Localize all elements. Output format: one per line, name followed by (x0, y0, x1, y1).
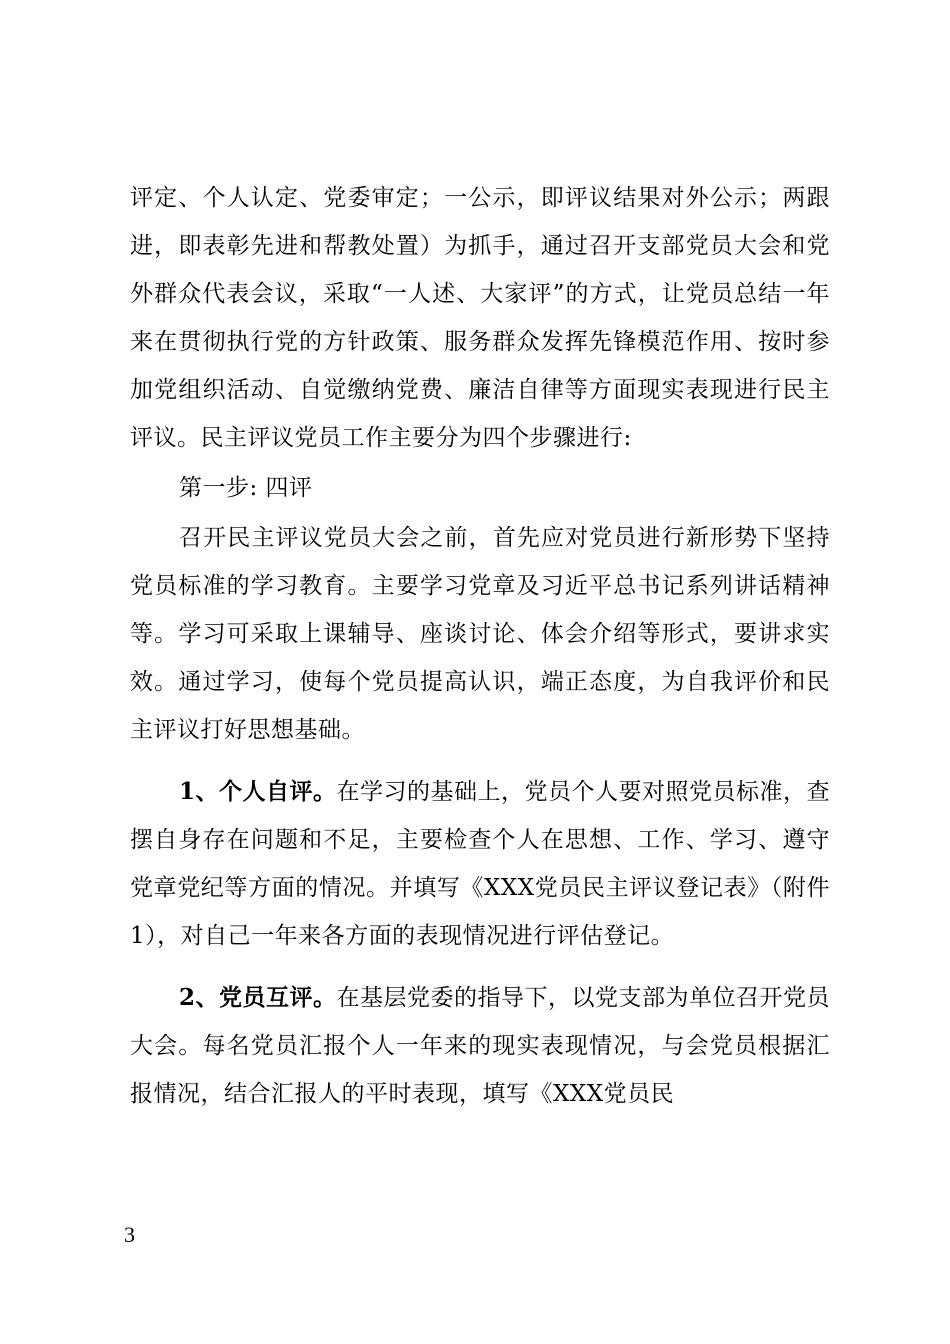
document-body (130, 174, 830, 1118)
paragraph-continuation: 评定、个人认定、党委审定；一公示，即评议结果对外公示；两跟进，即表彰先进和帮教处置）为抓手，通过召开支部党员大会和党外群众代表会议，采取“一人述、大家评”的方式，让党员总结一年来在贯彻执行党的方针政策、服务群众发挥先锋模范作用、按时参加党组织活动、自觉缴纳党费、廉洁自律等方面现实表现进行民主评议。民主评议党员工作主要分为四个步骤进行: (130, 185, 830, 451)
self-evaluation-heading: 1、个人自评。 (179, 778, 337, 805)
paragraph-study: 召开民主评议党员大会之前，首先应对党员进行新形势下坚持党员标准的学习教育。主要学习党章及习近平总书记系列讲话精神等。学习可采取上课辅导、座谈讨论、体会介绍等形式，要讲求实效。通过学习，使每个党员提高认识，端正态度，为自我评价和民主评议打好思想基础。 (130, 525, 830, 743)
mutual-evaluation-text: 在基层党委的指导下，以党支部为单位召开党员大会。每名党员汇报个人一年来的现实表现情况，与会党员根据汇报情况，结合汇报人的平时表现，填写《XXX党员民 (130, 985, 831, 1107)
mutual-evaluation-heading: 2、党员互评。 (179, 984, 337, 1011)
paragraph-mutual-evaluation (130, 974, 830, 1118)
self-evaluation-text: 在学习的基础上，党员个人要对照党员标准，查摆自身存在问题和不足，主要检查个人在思想、工作、学习、遵守党章党纪等方面的情况。并填写《XXX党员民主评议登记表》（附件1），对自己一年来各方面的表现情况进行评估登记。 (130, 779, 831, 949)
step-heading: 第一步: 四评 (179, 475, 313, 501)
paragraph-self-evaluation (130, 768, 830, 960)
page-number: 3 (124, 1222, 135, 1247)
